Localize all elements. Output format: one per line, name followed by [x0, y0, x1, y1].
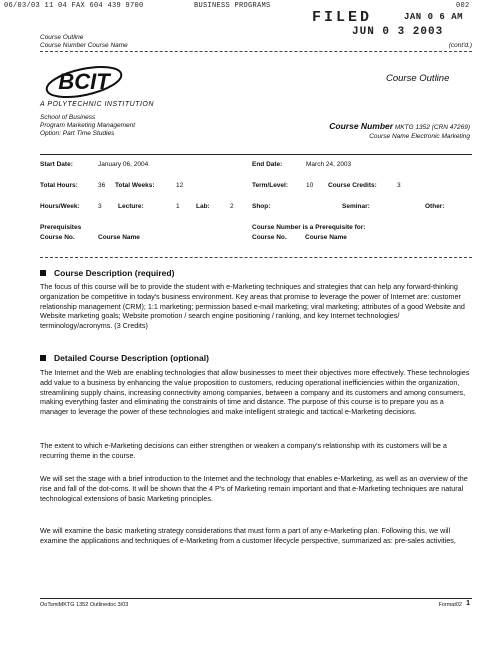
- course-credits-value: 3: [397, 182, 401, 189]
- bullet-square-icon: [40, 355, 46, 361]
- course-credits-label: Course Credits:: [328, 182, 377, 189]
- hours-per-week-value: 3: [98, 203, 102, 210]
- course-number-label: Course Number: [329, 121, 394, 131]
- footer-file-name: OoTsmiMKTG 1352 Outlinedoc 3/03: [40, 602, 129, 608]
- course-name-label: Course Name: [369, 133, 410, 140]
- footer-format: Format02: [438, 602, 462, 608]
- fax-header-left: 06/03/03 11 04 FAX 604 439 9700: [4, 2, 144, 10]
- running-header: [40, 34, 128, 50]
- document-title: Course Outline: [386, 73, 450, 84]
- other-label: Other:: [425, 203, 445, 210]
- total-hours-label: Total Hours:: [40, 182, 78, 189]
- school-name: School of Business: [40, 114, 96, 121]
- program-option: Option: Part Time Studies: [40, 130, 115, 137]
- fax-header-right: 002: [456, 2, 470, 10]
- school-info: [40, 114, 135, 138]
- lab-label: Lab:: [196, 203, 210, 210]
- hours-per-week-label: Hours/Week:: [40, 203, 80, 210]
- prerequisite-for-heading: Course Number is a Prerequisite for:: [252, 224, 366, 231]
- end-date-label: End Date:: [252, 161, 283, 168]
- bcit-logo-text: BCIT: [58, 69, 110, 94]
- prereq-bottom-rule: [40, 257, 472, 258]
- details-top-rule: [40, 154, 472, 155]
- total-hours-value: 36: [98, 182, 106, 189]
- detailed-description-paragraph-1: The Internet and the Web are enabling technologies that allow businesses to meet their objectives more effectively. These technologies add value to a business by enhancing the value proposition to customers, reducing operational inefficiencies within the organization, streamlining supply chains, increasing connectivity among companies, between a company and its customers and among consumers, making everything faster and eliminating the constraints of time and distance. The purpose of this course is to prepare you as a manager to leverage the power of these technologies and make intelligent strategic and tactical e-Marketing decisions.: [40, 368, 470, 417]
- detailed-description-paragraph-4: We will examine the basic marketing strategy considerations that must form a part of any e-Marketing plan. Following this, we will examine the applications and techniques of e-Marketing from a customer lifecycle perspective, summarized as: pre-sales activities,: [40, 526, 456, 545]
- filed-stamp-text: FILED: [312, 9, 373, 26]
- bcit-logo: [42, 64, 126, 100]
- prereq-col-course-no: Course No.: [40, 234, 75, 241]
- detailed-description-paragraph-3: We will set the stage with a brief introduction to the Internet and the technology that enables e-Marketing, as well as an overview of the rise and fall of the dot-coms. It will be shown that the 4 P's of Marketing remain important and that e-Marketing techniques are natural technological extensions of basic Marketing principles.: [40, 474, 468, 503]
- detailed-description-paragraph-2: The extent to which e-Marketing decisions can either strengthen or weaken a company's relationship with its customers will be a recurring theme in the course.: [40, 441, 447, 460]
- start-date-label: Start Date:: [40, 161, 73, 168]
- shop-label: Shop:: [252, 203, 271, 210]
- detailed-description-heading: [40, 353, 209, 363]
- lab-value: 2: [230, 203, 234, 210]
- prerequisites-heading: Prerequisites: [40, 224, 82, 231]
- lecture-value: 1: [176, 203, 180, 210]
- lecture-label: Lecture:: [118, 203, 144, 210]
- course-identifier: [329, 122, 470, 141]
- prereq-col-course-name: Course Name: [98, 234, 140, 241]
- end-date-value: March 24, 2003: [306, 161, 352, 168]
- logo-tagline: A POLYTECHNIC INSTITUTION: [40, 101, 154, 108]
- detailed-description-heading-text: Detailed Course Description (optional): [54, 353, 209, 363]
- filed-stamp-date: JAN 0 6 AM: [404, 12, 464, 22]
- course-description-heading: [40, 268, 174, 278]
- course-name-value: Electronic Marketing: [411, 133, 470, 140]
- bcit-logo-graphic: [42, 64, 126, 100]
- filed-stamp: [312, 8, 464, 38]
- running-header-line1: Course Outline: [40, 34, 84, 41]
- start-date-value: January 06, 2004: [98, 161, 149, 168]
- prereq-for-col-course-name: Course Name: [305, 234, 347, 241]
- page-continued-tag: (cont'd.): [448, 42, 472, 49]
- term-level-value: 10: [306, 182, 314, 189]
- total-weeks-value: 12: [176, 182, 184, 189]
- header-rule: [40, 51, 472, 52]
- course-number-value: MKTG 1352 (CRN 47269): [394, 124, 470, 131]
- fax-header: [4, 2, 470, 10]
- received-stamp-date: JUN 0 3 2003: [352, 26, 444, 38]
- term-level-label: Term/Level:: [252, 182, 289, 189]
- fax-header-middle: BUSINESS PROGRAMS: [194, 2, 271, 10]
- footer-rule: [40, 598, 472, 599]
- seminar-label: Seminar:: [342, 203, 370, 210]
- course-description-heading-text: Course Description (required): [54, 268, 175, 278]
- running-header-line2: Course Number Course Name: [40, 42, 128, 49]
- bullet-square-icon: [40, 270, 46, 276]
- page-number: 1: [466, 600, 470, 607]
- program-name: Program Marketing Management: [40, 122, 136, 129]
- prereq-for-col-course-no: Course No.: [252, 234, 287, 241]
- total-weeks-label: Total Weeks:: [115, 182, 155, 189]
- course-description-paragraph: The focus of this course will be to provide the student with e-Marketing techniques and strategies that can help any forward-thinking organization be competitive in today's business environment. Key areas that promise to leverage the power of Internet are: customer relationship management (CRM); 1:1 marketing; permission based e-mail marketing; viral marketing; attributes of a good Website and Website marketing goals; Website promotion / search engine positioning / ranking, and key Internet technologies/ terminology/acronyms. (3 Credits): [40, 282, 465, 331]
